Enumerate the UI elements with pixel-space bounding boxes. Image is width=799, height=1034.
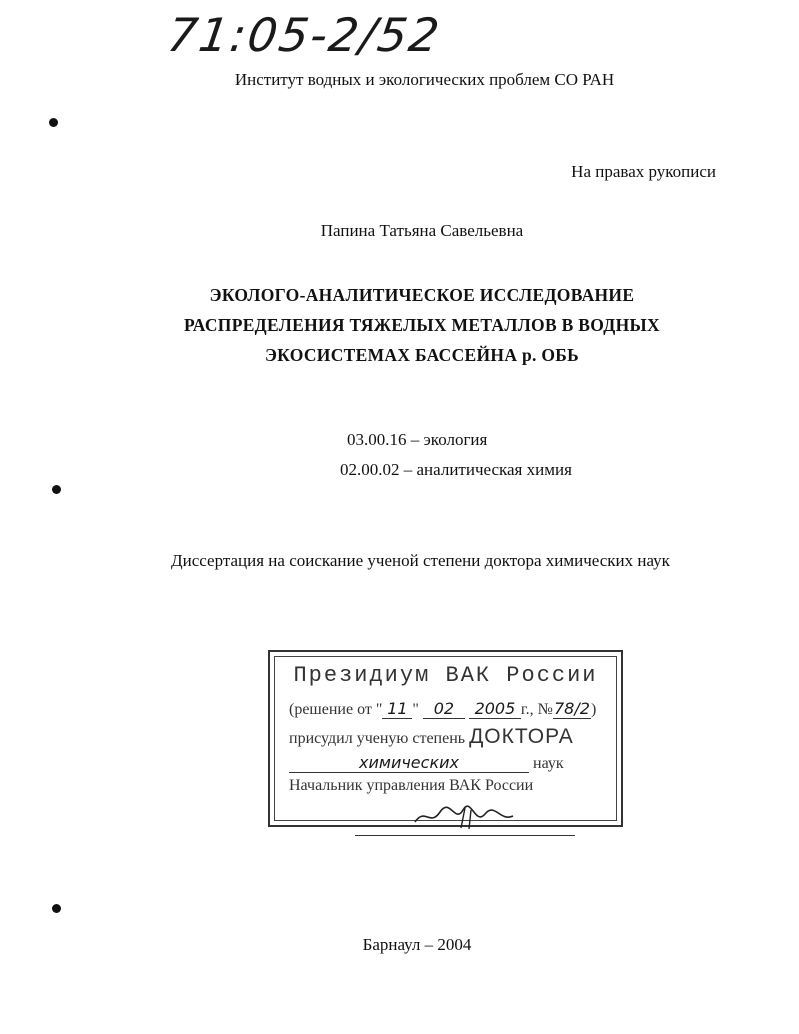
- title-line: ЭКОСИСТЕМАХ БАССЕЙНА р. ОБЬ: [265, 345, 579, 365]
- binder-hole-mark: [52, 904, 61, 913]
- title-line: РАСПРЕДЕЛЕНИЯ ТЯЖЕЛЫХ МЕТАЛЛОВ В ВОДНЫХ: [184, 315, 660, 335]
- field-handwritten: химических: [289, 753, 529, 773]
- city-year: Барнаул – 2004: [362, 935, 472, 954]
- dissertation-title: [0, 280, 799, 370]
- stamp-title: Президиум ВАК России: [293, 663, 598, 688]
- decision-number: 78/2: [553, 699, 590, 718]
- vak-stamp: [268, 650, 623, 827]
- decision-year: 2005: [469, 699, 521, 719]
- stamp-inner-frame: [274, 656, 617, 821]
- awarded-degree: ДОКТОРА: [469, 725, 574, 748]
- institution-name: Институт водных и экологических проблем СО РАН: [234, 70, 615, 89]
- decision-suffix: ): [590, 701, 597, 718]
- field-suffix: наук: [533, 755, 564, 772]
- title-line: ЭКОЛОГО-АНАЛИТИЧЕСКОЕ ИССЛЕДОВАНИЕ: [209, 285, 635, 305]
- specialty-analytical-chemistry: 02.00.02 – аналитическая химия: [340, 460, 572, 479]
- rights-note: На правах рукописи: [571, 162, 716, 181]
- chief-title: Начальник управления ВАК России: [289, 777, 534, 794]
- stamp-awarded-line: [289, 725, 574, 749]
- binder-hole-mark: [49, 118, 58, 127]
- stamp-chief-line: [289, 777, 533, 795]
- decision-mid: г., №: [520, 701, 553, 718]
- decision-prefix: (решение от ": [289, 701, 383, 718]
- binder-hole-mark: [52, 485, 61, 494]
- author-name: Папина Татьяна Савельевна: [320, 221, 524, 240]
- signature-line: [355, 802, 575, 836]
- specialty-ecology: 03.00.16 – экология: [347, 430, 488, 449]
- decision-month: 02: [423, 699, 465, 719]
- dissertation-note: Диссертация на соискание ученой степени доктора химических наук: [171, 551, 670, 570]
- decision-day: 11: [382, 699, 412, 719]
- decision-sep: ": [412, 701, 419, 718]
- awarded-prefix: присудил ученую степень: [289, 730, 466, 747]
- signature-scribble: [405, 802, 525, 830]
- stamp-field-line: [289, 753, 564, 773]
- handwritten-catalog-number: 71:05-2/52: [164, 8, 445, 62]
- stamp-decision-line: [289, 699, 596, 719]
